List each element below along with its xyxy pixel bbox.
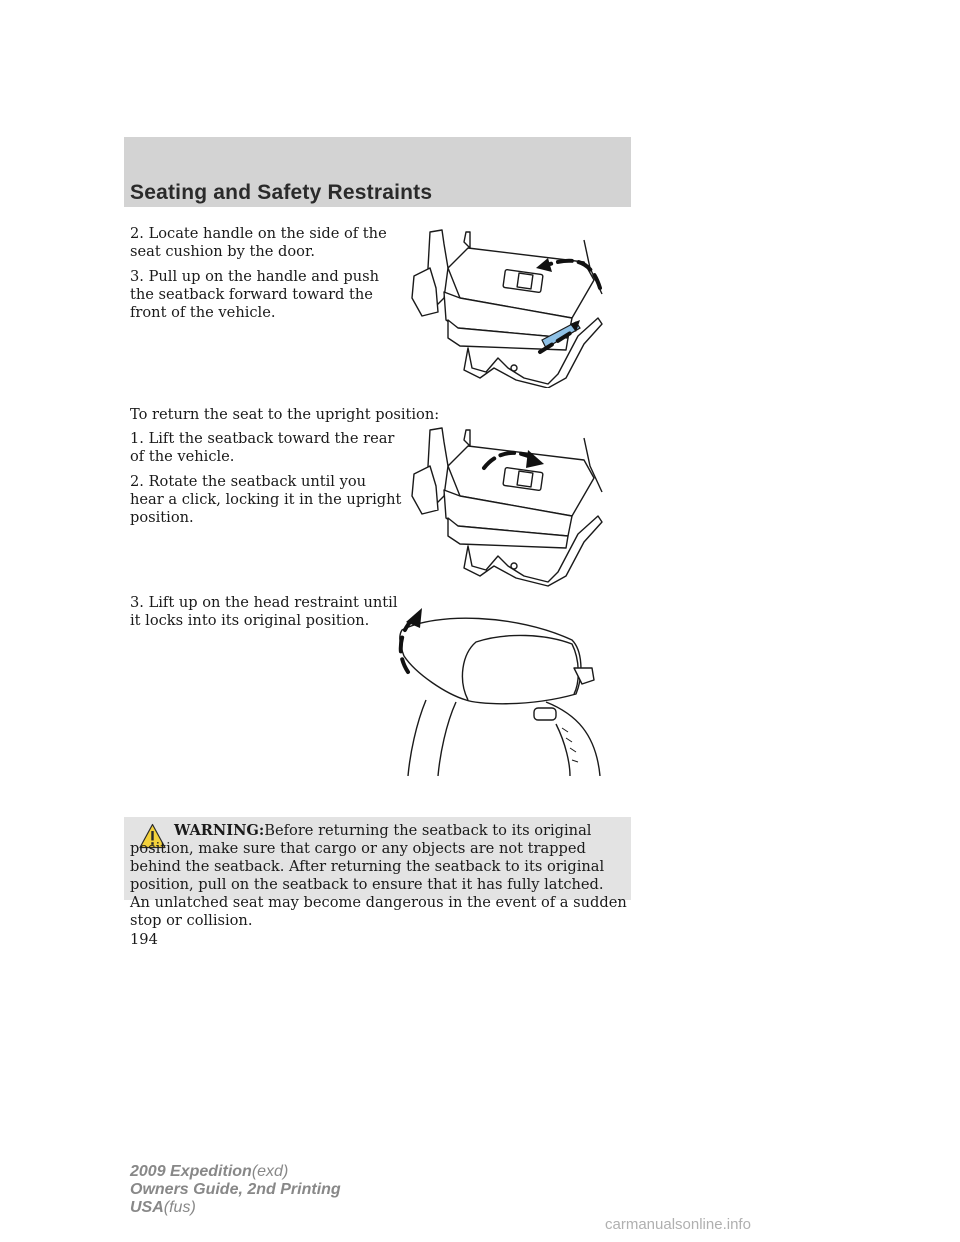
footer-line-1 — [130, 1163, 341, 1181]
step-2-locate-handle: 2. Locate handle on the side of the seat cushion by the door. — [130, 225, 387, 260]
footer-market-code: (fus) — [163, 1199, 196, 1216]
seat-fold-forward-illustration — [408, 228, 608, 388]
warning-label: WARNING: — [174, 822, 265, 839]
step-1-lift-seatback: 1. Lift the seatback toward the rear of the vehicle. — [130, 430, 395, 465]
section-title: Seating and Safety Restraints — [130, 181, 433, 204]
footer-line-2: Owners Guide, 2nd Printing — [130, 1181, 341, 1198]
seat-return-upright-illustration — [408, 424, 608, 588]
footer-model-code: (exd) — [251, 1163, 289, 1180]
footer-line-3 — [130, 1199, 341, 1217]
step-3-lift-head-restraint: 3. Lift up on the head restraint until it locks into its original position. — [130, 594, 398, 629]
warning-box — [124, 817, 631, 929]
step-3-pull-handle: 3. Pull up on the handle and push the seatback forward toward the front of the vehicle. — [130, 268, 379, 321]
document-footer — [130, 1163, 341, 1217]
step-2-rotate-seatback: 2. Rotate the seatback until you hear a click, locking it in the upright position. — [130, 473, 402, 526]
head-restraint-illustration — [396, 604, 606, 776]
watermark: carmanualsonline.info — [605, 1216, 751, 1233]
page-number: 194 — [130, 931, 158, 948]
warning-message — [130, 822, 628, 930]
return-upright-intro: To return the seat to the upright position: — [130, 406, 440, 423]
warning-body: Before returning the seatback to its original position, make sure that cargo or any objects are not trapped behind the seatback. After returning the seatback to its original position, pull on the seatback to ensure that it has fully latched. An unlatched seat may become dangerous in the event of a sudden stop or collision. — [130, 822, 627, 929]
footer-market: USA — [130, 1199, 164, 1216]
footer-model: 2009 Expedition — [130, 1163, 252, 1180]
